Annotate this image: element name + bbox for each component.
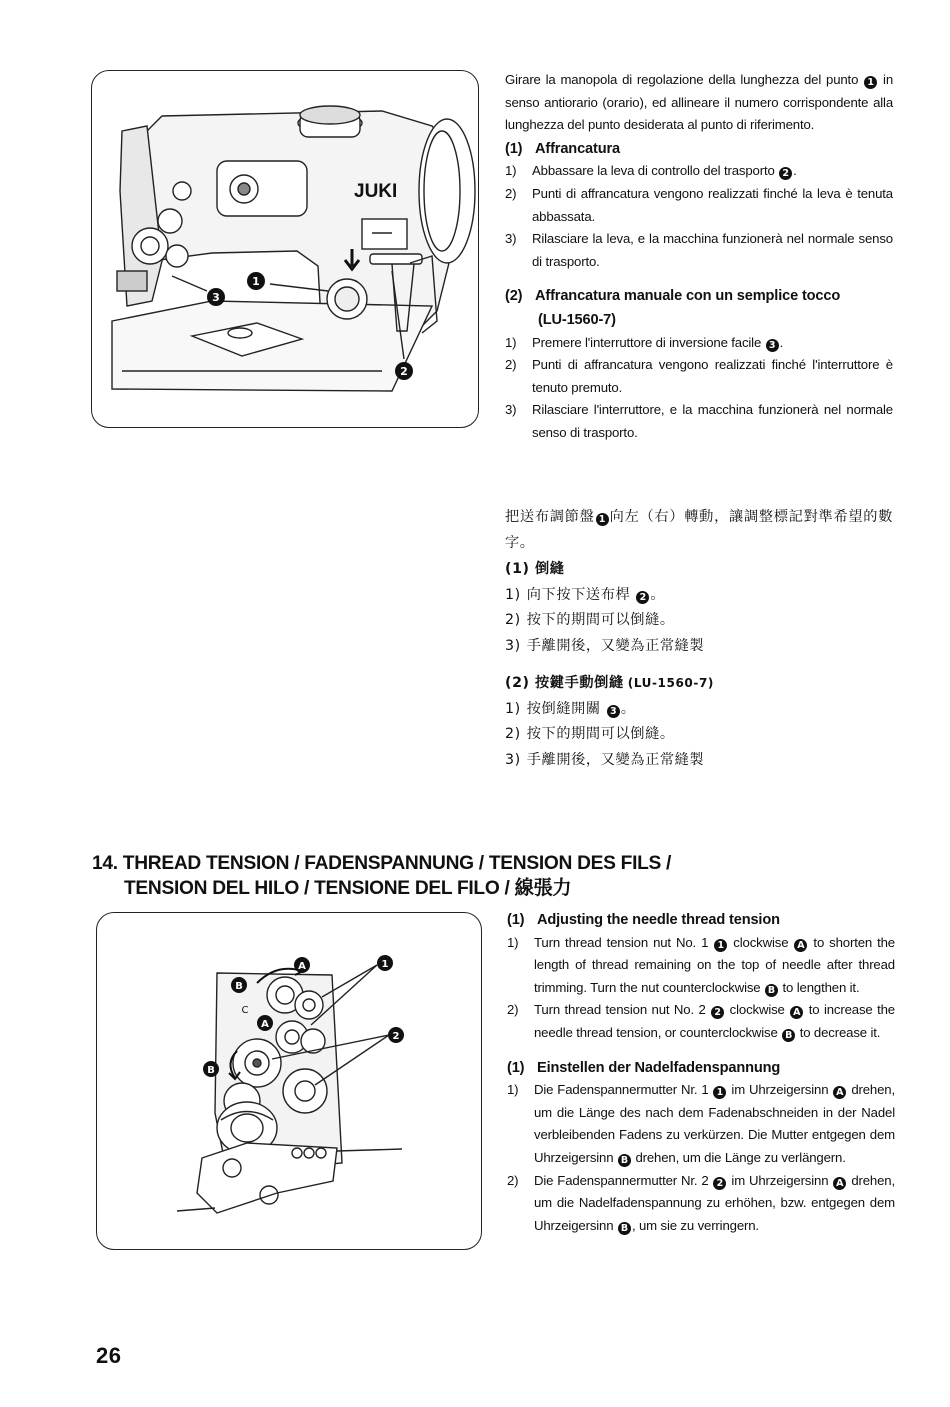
item-text: Punti di affrancatura vengono realizzati finché l'interruttore è tenuto premuto. <box>532 357 893 395</box>
item-text: Rilasciare la leva, e la macchina funzionerà nel normale senso di trasporto. <box>532 231 893 269</box>
marker-1: 1 <box>714 939 727 952</box>
item-text: to decrease it. <box>796 1024 881 1040</box>
thread-tension-figure <box>96 912 482 1250</box>
page-number: 26 <box>96 1343 122 1368</box>
italian-heading-1: (1) Affrancatura <box>505 140 620 157</box>
item-text: Die Fadenspannermutter Nr. 1 <box>534 1082 713 1098</box>
item-number: 2) <box>505 185 517 201</box>
item-text: Punti di affrancatura vengono realizzati finché la leva è tenuta abbassata. <box>532 185 893 224</box>
item-text: clockwise <box>728 934 794 950</box>
list-item <box>507 932 895 1000</box>
item-number: 1) <box>505 163 517 179</box>
item-text: Premere l'interruttore di inversione facile <box>532 334 762 350</box>
callout-3: 3 <box>212 291 220 304</box>
callout-a: A <box>298 961 306 972</box>
list-item <box>507 999 895 1044</box>
english-heading: (1) Adjusting the needle thread tension <box>507 912 780 928</box>
italian-list-2 <box>505 332 893 445</box>
marker-a: A <box>833 1177 846 1190</box>
callout-2: 2 <box>400 365 408 378</box>
juki-logo: JUKI <box>354 181 398 202</box>
german-heading: (1) Einstellen der Nadelfadenspannung <box>507 1059 781 1076</box>
italian-intro: Girare la manopola di regolazione della lunghezza del punto 1 in senso antiorario (orario), ed allineare il numero corrispondente alla lunghezza del punto desiderata al punto di riferimento. <box>505 72 894 133</box>
item-text: Abbassare la leva di controllo del trasporto <box>532 163 775 179</box>
list-item <box>505 748 893 774</box>
item-text: to lengthen it. <box>779 979 860 995</box>
item-text: drehen, um die Nadelfadenspannung zu erhöhen, bzw. entgegen dem Uhrzeigersinn <box>534 1172 895 1233</box>
list-item <box>505 697 893 723</box>
list-item <box>507 1170 895 1238</box>
item-suffix: 。 <box>620 700 636 717</box>
section-title-line-1: 14. THREAD TENSION / FADENSPANNUNG / TENSION DES FILS / <box>92 853 672 874</box>
item-text: 按下的期間可以倒縫。 <box>526 726 675 742</box>
item-number: 2) <box>505 612 521 628</box>
chinese-section <box>505 505 893 773</box>
marker-3: 3 <box>766 339 779 352</box>
marker-2: 2 <box>711 1006 724 1019</box>
italian-section <box>505 69 893 445</box>
list-item <box>505 332 893 355</box>
item-text: Die Fadenspannermutter Nr. 2 <box>534 1172 713 1188</box>
marker-2: 2 <box>779 167 792 180</box>
list-item <box>505 228 893 273</box>
item-text: 向下按下送布桿 <box>526 586 631 603</box>
item-text: im Uhrzeigersinn <box>727 1082 833 1098</box>
item-number: 2) <box>507 1002 519 1018</box>
item-text: Turn thread tension nut No. 2 <box>534 1002 711 1018</box>
callout-1: 1 <box>381 959 389 970</box>
marker-a: A <box>790 1006 803 1019</box>
item-number: 2) <box>505 357 517 373</box>
chinese-list-1 <box>505 583 893 660</box>
list-item <box>505 399 893 444</box>
item-number: 3) <box>505 231 517 247</box>
item-text: clockwise <box>725 1002 790 1018</box>
marker-1: 1 <box>713 1086 726 1099</box>
marker-b: B <box>618 1222 631 1235</box>
english-list <box>507 932 895 1045</box>
item-text: to shorten the length of thread remaining on the top of needle after thread trimming. Turn the nut counterclockwise <box>534 934 895 995</box>
item-number: 1) <box>507 1082 519 1098</box>
callout-1: 1 <box>252 275 260 288</box>
item-text: Rilasciare l'interruttore, e la macchina funzionerà nel normale senso di trasporto. <box>532 402 893 440</box>
item-number: 3) <box>505 637 521 654</box>
marker-b: B <box>618 1154 631 1167</box>
marker-3: 3 <box>607 705 620 718</box>
item-text: 手離開後，又變為正常縫製 <box>526 637 705 654</box>
item-number: 1) <box>505 334 517 350</box>
marker-2: 2 <box>713 1177 726 1190</box>
callout-a-lower: A <box>261 1019 269 1030</box>
callout-b-lower: B <box>207 1065 215 1076</box>
chinese-intro: 把送布調節盤 1 向左（右）轉動，讓調整標記對準希望的數字。 <box>505 509 894 551</box>
italian-heading-2: (2) Affrancatura manuale con un semplice tocco <box>505 288 841 305</box>
marker-b: B <box>782 1029 795 1042</box>
item-number: 1) <box>507 934 519 950</box>
list-item <box>505 608 893 634</box>
chinese-heading-2: (2) 按鍵手動倒縫 (LU-1560-7) <box>505 675 714 691</box>
item-text: , um sie zu verringern. <box>631 1217 759 1233</box>
item-text: to increase the needle thread tension, or counterclockwise <box>534 1002 895 1040</box>
callout-2: 2 <box>392 1031 400 1042</box>
marker-b: B <box>765 984 778 997</box>
list-item <box>507 1079 895 1169</box>
item-text: drehen, um die Länge des nach dem Fadenabschneiden in der Nadel verbleibenden Fadens zu verkürzen. Die Mutter entgegen dem Uhrzeigersinn <box>534 1082 895 1165</box>
item-text: 按倒縫開關 <box>526 700 601 717</box>
item-text: 按下的期間可以倒縫。 <box>526 612 675 628</box>
item-number: 1) <box>505 700 521 717</box>
item-text: drehen, um die Länge zu verlängern. <box>631 1149 846 1165</box>
english-section <box>507 908 895 1237</box>
chinese-list-2 <box>505 697 893 774</box>
item-suffix: . <box>793 163 797 179</box>
sewing-machine-illustration <box>92 71 479 428</box>
item-suffix: 。 <box>650 586 666 603</box>
marker-a: A <box>794 939 807 952</box>
item-number: 2) <box>505 726 521 742</box>
label-c: C <box>241 1005 249 1016</box>
italian-heading-2-model: (LU-1560-7) <box>538 311 616 328</box>
item-text: Turn thread tension nut No. 1 <box>534 934 714 950</box>
item-number: 3) <box>505 751 521 768</box>
list-item <box>505 634 893 660</box>
chinese-heading-1: (1) 倒縫 <box>505 561 565 577</box>
list-item <box>505 160 893 183</box>
german-list <box>507 1079 895 1237</box>
marker-1: 1 <box>596 513 609 526</box>
italian-list-1 <box>505 160 893 273</box>
list-item <box>505 354 893 399</box>
item-number: 2) <box>507 1172 519 1188</box>
marker-a: A <box>833 1086 846 1099</box>
item-text: im Uhrzeigersinn <box>727 1172 833 1188</box>
callout-b: B <box>235 981 243 992</box>
item-number: 3) <box>505 402 517 418</box>
marker-1: 1 <box>864 76 877 89</box>
sewing-machine-figure <box>91 70 479 428</box>
marker-2: 2 <box>636 591 649 604</box>
list-item <box>505 183 893 228</box>
item-text: 手離開後，又變為正常縫製 <box>526 751 705 768</box>
item-suffix: . <box>779 334 784 350</box>
list-item <box>505 722 893 748</box>
thread-tension-illustration <box>97 913 482 1250</box>
item-number: 1) <box>505 586 521 603</box>
section-title-line-2: TENSION DEL HILO / TENSIONE DEL FILO / 線張力 <box>124 878 572 899</box>
list-item <box>505 583 893 609</box>
section-title <box>92 851 892 901</box>
